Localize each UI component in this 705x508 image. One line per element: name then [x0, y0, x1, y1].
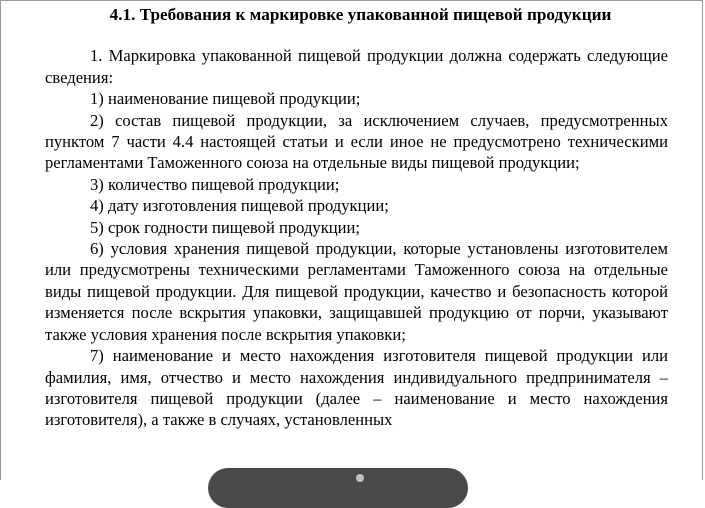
paragraph-item-4: 4) дату изготовления пищевой продукции;: [90, 196, 389, 216]
paragraph-item-2: 2) состав пищевой продукции, за исключением случаев, предусмотренных пунктом 7 части 4.4 настоящей статьи и если иное не предусмотрено техническими регламентами Таможенного союза на отдельные виды пищевой продукции;: [45, 110, 668, 173]
paragraph-item-1: 1) наименование пищевой продукции;: [90, 89, 361, 109]
bottom-toolbar-overlay[interactable]: [208, 468, 468, 508]
paragraph-item-3: 3) количество пищевой продукции;: [90, 174, 340, 194]
paragraph-item-6: 6) условия хранения пищевой продукции, которые установлены изготовителем или предусмотрены техническими регламентами Таможенного союза на отдельные виды пищевой продукции. Для пищевой продукции, качество и безопасность которой изменяется после вскрытия упаковки, защищавшей продукцию от порчи, указывают также условия хранения после вскрытия упаковки;: [45, 239, 668, 344]
paragraph-item-7: 7) наименование и место нахождения изготовителя пищевой продукции или фамилия, имя, отчество и место нахождения индивидуального предпринимателя – изготовителя пищевой продукции (далее – наименование и место нахождения изготовителя), а также в случаях, установленных: [45, 346, 668, 430]
paragraph-item-5: 5) срок годности пищевой продукции;: [90, 217, 361, 237]
paragraph-intro: 1. Маркировка упакованной пищевой продукции должна содержать следующие сведения:: [45, 46, 668, 87]
document-body: [45, 4, 668, 431]
toolbar-indicator-icon: [356, 474, 364, 482]
section-heading: 4.1. Требования к маркировке упакованной пищевой продукции: [109, 5, 612, 24]
